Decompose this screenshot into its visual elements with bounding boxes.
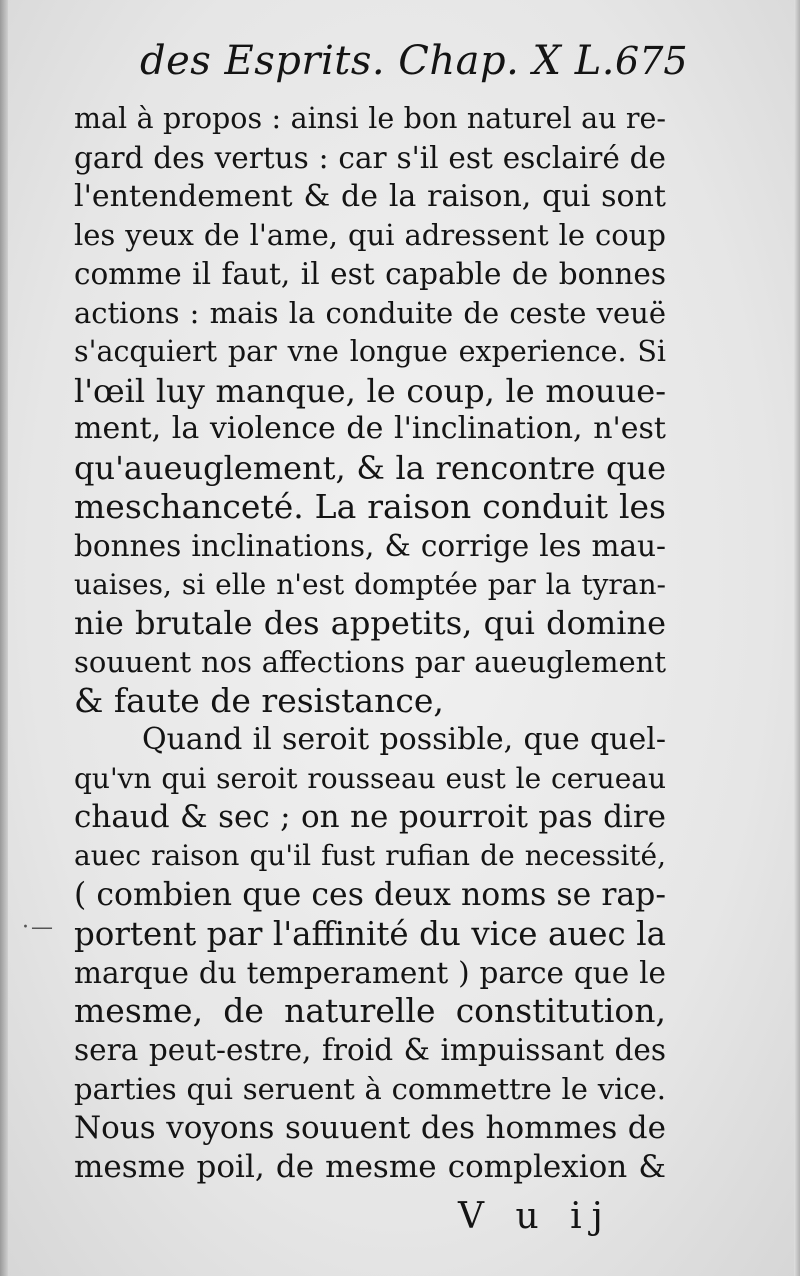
- page-number: 675: [615, 39, 688, 83]
- text-line: souuent nos affections par aueuglement: [74, 645, 666, 680]
- text-line: mesme, de naturelle constitution,: [74, 992, 666, 1031]
- text-line: comme il faut, il est capable de bonnes: [74, 257, 666, 292]
- text-line: ( combien que ces deux noms se rap-: [74, 876, 666, 913]
- text-line: l'œil luy manque, le coup, le mouue-: [74, 371, 666, 410]
- text-line: Nous voyons souuent des hommes de: [74, 1109, 666, 1146]
- text-line: gard des vertus : car s'il est esclairé de: [74, 140, 666, 175]
- text-line: mesme poil, de mesme complexion &: [74, 1148, 666, 1185]
- page-header: [140, 38, 688, 100]
- page-edge-right: [794, 0, 800, 1276]
- margin-ink-mark: ·—: [22, 915, 55, 940]
- paragraph-end-line: & faute de resistance,: [74, 681, 444, 720]
- text-line: mal à propos : ainsi le bon naturel au re-: [74, 102, 666, 135]
- running-title: des Esprits. Chap. X L.: [140, 38, 616, 84]
- text-line: nie brutale des appetits, qui domine: [74, 604, 666, 643]
- text-line: sera peut-estre, froid & impuissant des: [74, 1033, 666, 1068]
- text-line: marque du temperament ) parce que le: [74, 955, 666, 990]
- text-line: les yeux de l'ame, qui adressent le coup: [74, 218, 666, 253]
- text-line: l'entendement & de la raison, qui sont: [74, 178, 666, 214]
- text-line: actions : mais la conduite de ceste veuë: [74, 295, 666, 330]
- text-line: qu'aueuglement, & la rencontre que: [74, 449, 666, 488]
- text-line: chaud & sec ; on ne pourroit pas dire: [74, 799, 666, 836]
- text-line: qu'vn qui seroit rousseau eust le cerueau: [74, 761, 666, 795]
- text-line: parties qui seruent à commettre le vice.: [74, 1071, 666, 1106]
- page-edge-left: [0, 0, 8, 1276]
- text-line: bonnes inclinations, & corrige les mau-: [74, 528, 666, 563]
- body-text: [74, 100, 666, 1186]
- paragraph-start-line: Quand il seroit possible, que quel-: [142, 721, 666, 757]
- text-line: auec raison qu'il fust rufian de necessité,: [74, 839, 666, 873]
- signature-mark: V u ij: [458, 1196, 613, 1237]
- text-line: portent par l'affinité du vice auec la: [74, 914, 666, 953]
- text-line: uaises, si elle n'est domptée par la tyran-: [74, 567, 666, 601]
- text-line: meschanceté. La raison conduit les: [74, 487, 666, 526]
- text-line: s'acquiert par vne longue experience. Si: [74, 334, 666, 368]
- text-line: ment, la violence de l'inclination, n'est: [74, 411, 666, 447]
